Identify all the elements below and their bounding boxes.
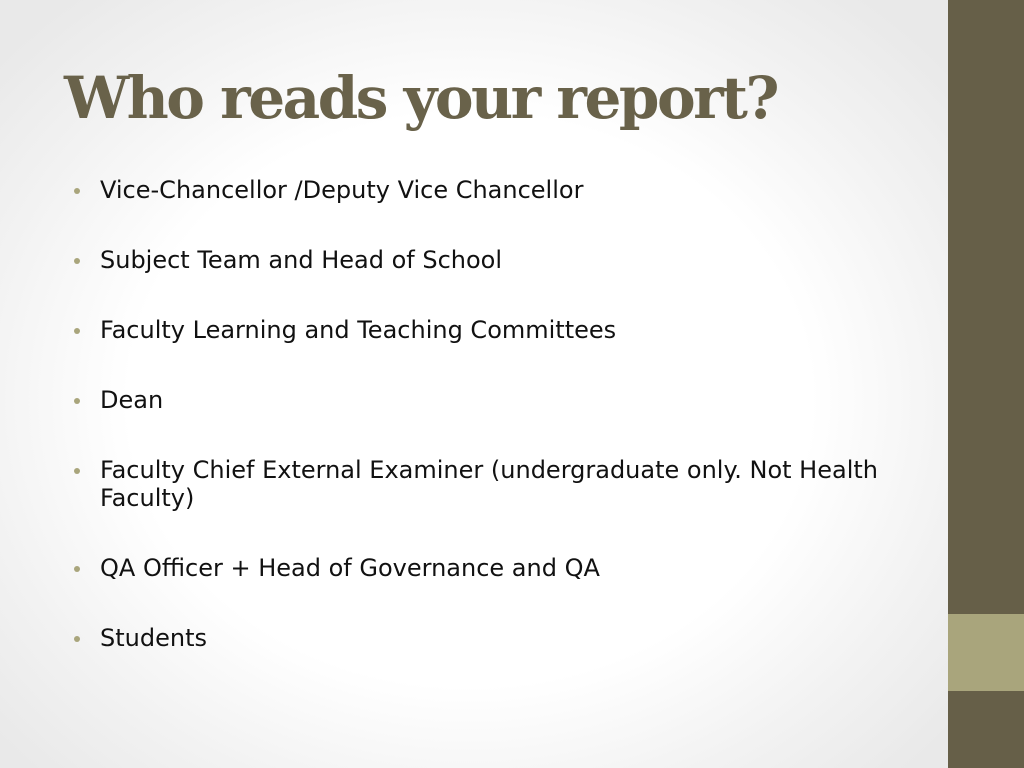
bullet-text: QA Officer + Head of Governance and QA xyxy=(100,554,600,582)
bullet-item-vice-chancellor xyxy=(72,176,892,204)
bullet-dot-icon xyxy=(74,398,80,404)
bullet-text: Vice-Chancellor /Deputy Vice Chancellor xyxy=(100,176,584,204)
bullet-item-dean xyxy=(72,386,892,414)
bullet-text: Subject Team and Head of School xyxy=(100,246,503,274)
bullet-item-faculty-committees xyxy=(72,316,892,344)
bullet-text: Faculty Learning and Teaching Committees xyxy=(100,316,617,344)
bullet-item-subject-team xyxy=(72,246,892,274)
bullet-dot-icon xyxy=(74,328,80,334)
bullet-text: Students xyxy=(100,624,207,652)
bullet-dot-icon xyxy=(74,258,80,264)
bullet-item-external-examiner xyxy=(72,456,892,512)
sidebar-accent-block xyxy=(948,614,1024,691)
bullet-text: Faculty Chief External Examiner (undergraduate only. Not Health Faculty) xyxy=(100,456,878,512)
slide-title: Who reads your report? xyxy=(64,64,777,132)
bullet-item-students xyxy=(72,624,892,652)
bullet-item-qa-officer xyxy=(72,554,892,582)
bullet-dot-icon xyxy=(74,636,80,642)
bullet-dot-icon xyxy=(74,188,80,194)
bullet-text: Dean xyxy=(100,386,164,414)
bullet-dot-icon xyxy=(74,566,80,572)
bullet-list xyxy=(72,176,892,694)
bullet-dot-icon xyxy=(74,468,80,474)
